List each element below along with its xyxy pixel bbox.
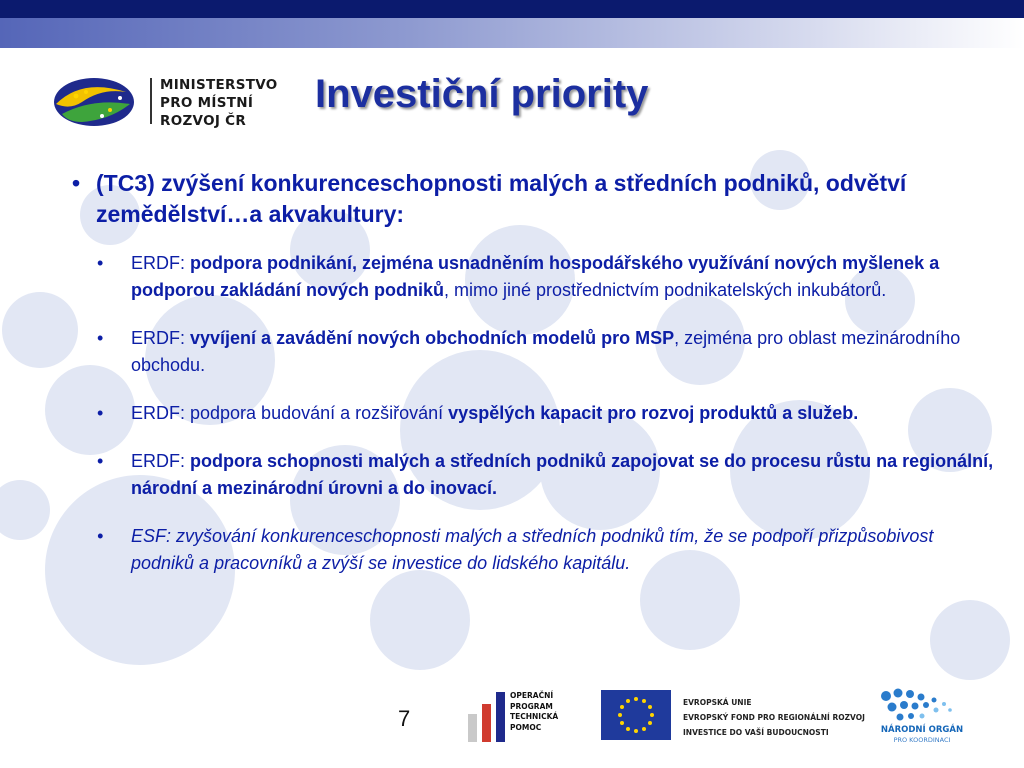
narodni-organ-title: NÁRODNÍ ORGÁN xyxy=(880,725,964,735)
op-line: POMOC xyxy=(510,722,542,732)
eu-line: EVROPSKÝ FOND PRO REGIONÁLNÍ ROZVOJ xyxy=(683,713,865,722)
bullet-icon: • xyxy=(97,451,104,471)
sub-bullet-list xyxy=(97,250,997,577)
ministry-line: PRO MÍSTNÍ xyxy=(160,95,254,111)
narodni-organ-text xyxy=(870,725,974,744)
esf-text: ESF: zvyšování konkurenceschopnosti malých a středních podniků tím, že se podpoří přizpůsobivost podniků a pracovníků a zvýší se investice do lidského kapitálu. xyxy=(131,526,934,573)
eu-line: INVESTICE DO VAŠÍ BUDOUCNOSTI xyxy=(683,728,829,737)
op-text xyxy=(510,691,558,733)
item-suffix: , mimo jiné prostřednictvím podnikatelských inkubátorů. xyxy=(444,280,887,300)
narodni-organ-logo-icon xyxy=(872,686,972,726)
item-bold: vyspělých kapacit pro rozvoj produktů a služeb. xyxy=(448,403,859,423)
item-bold: podpora schopnosti malých a středních podniků zapojovat se do procesu růstu na regionální, národní a mezinárodní úrovni a do inovací. xyxy=(131,451,994,498)
op-line: OPERAČNÍ xyxy=(510,691,554,700)
list-item xyxy=(97,250,997,304)
bullet-icon: • xyxy=(97,403,104,423)
list-item xyxy=(97,325,997,379)
item-prefix: ERDF: podpora budování a rozšiřování xyxy=(131,403,449,423)
item-prefix: ERDF: xyxy=(131,451,191,471)
main-bullet-text: (TC3) zvýšení konkurenceschopnosti malých a středních podniků, odvětví zemědělství…a akvakultury: xyxy=(96,170,907,227)
main-bullet xyxy=(72,168,997,230)
eu-text xyxy=(683,695,865,740)
bullet-icon: • xyxy=(72,170,81,196)
eu-line: EVROPSKÁ UNIE xyxy=(683,698,752,707)
op-line: PROGRAM xyxy=(510,701,553,711)
ministry-line: MINISTERSTVO xyxy=(160,77,278,93)
bullet-icon: • xyxy=(97,253,104,273)
list-item xyxy=(97,400,997,427)
ministry-line: ROZVOJ ČR xyxy=(160,113,247,129)
eu-flag-icon xyxy=(601,690,671,740)
item-bold: podpora podnikání, zejména usnadněním hospodářského využívání nových myšlenek a podporou zakládání nových podniků xyxy=(131,253,940,300)
item-bold: vyvíjení a zavádění nových obchodních modelů pro MSP xyxy=(190,328,675,348)
bullet-content xyxy=(72,168,997,598)
item-prefix: ERDF: xyxy=(131,328,191,348)
page-title: Investiční priority xyxy=(315,72,649,116)
op-line: TECHNICKÁ xyxy=(510,712,559,721)
item-suffix: , zejména pro oblast mezinárodního obchodu. xyxy=(131,328,961,375)
item-prefix: ERDF: xyxy=(131,253,191,273)
list-item xyxy=(97,448,997,502)
page-number: 7 xyxy=(398,706,411,731)
ministry-name xyxy=(160,76,278,130)
bullet-icon: • xyxy=(97,328,104,348)
bullet-icon: • xyxy=(97,526,104,546)
narodni-organ-sub: PRO KOORDINACI xyxy=(893,736,951,744)
list-item xyxy=(97,523,997,577)
